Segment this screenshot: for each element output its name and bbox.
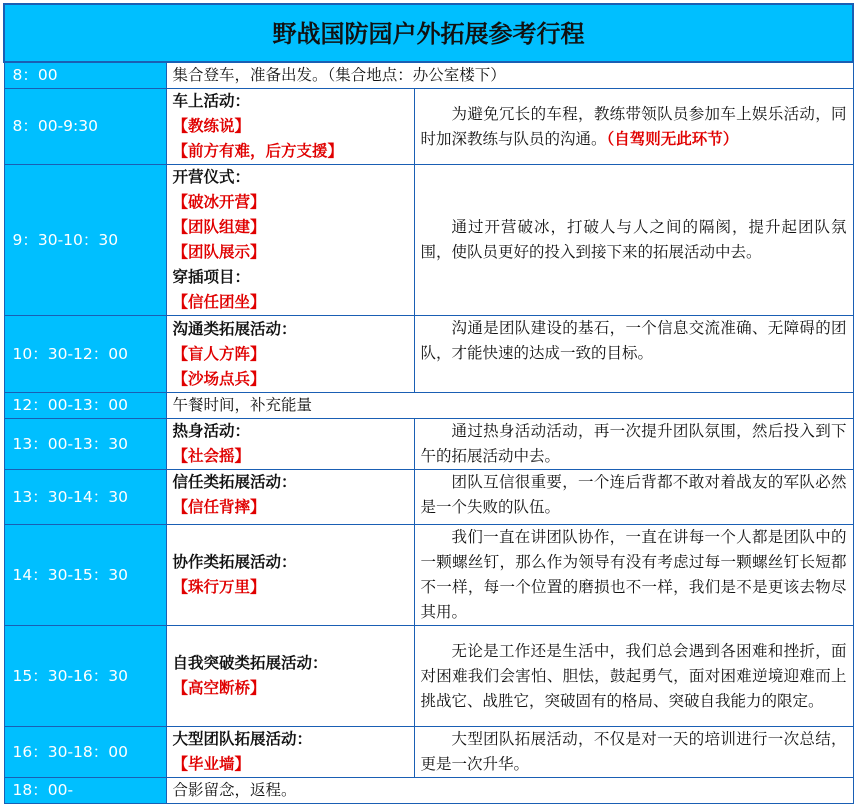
- activity-cell: [166, 316, 414, 393]
- time-cell: 13：00-13：30: [4, 419, 166, 470]
- activity-cell: [166, 525, 414, 626]
- activity-item: 【社会摇】: [172, 447, 251, 465]
- activity-heading: 热身活动：: [172, 422, 251, 440]
- time-cell: 13：30-14：30: [4, 470, 166, 525]
- activity-item: 【沙场点兵】: [172, 369, 266, 388]
- description-cell: 无论是工作还是生活中，我们总会遇到各困难和挫折，面对困难我们会害怕、胆怯，鼓起勇气，面对困难逆境迎难而上挑战它、战胜它，突破固有的格局、突破自我能力的限定。: [414, 626, 853, 727]
- time-cell: 8：00-9:30: [4, 89, 166, 165]
- time-cell: 16：30-18：00: [4, 727, 166, 778]
- time-cell: 18：00-: [4, 778, 166, 804]
- description-cell: 沟通是团队建设的基石，一个信息交流准确、无障碍的团队，才能快速的达成一致的目标。: [414, 316, 853, 393]
- schedule-span-cell: 午餐时间，补充能量: [166, 393, 853, 419]
- itinerary-table: [3, 3, 854, 804]
- activity-item: 【团队展示】: [172, 243, 266, 261]
- activity-item: 【教练说】: [172, 117, 251, 135]
- activity-item: 【信任背摔】: [172, 498, 266, 516]
- description-cell: [414, 89, 853, 165]
- description-cell: 团队互信很重要，一个连后背都不敢对着战友的军队必然是一个失败的队伍。: [414, 470, 853, 525]
- activity-cell: [166, 727, 414, 778]
- activity-cell: [166, 626, 414, 727]
- activity-item: 【高空断桥】: [172, 679, 266, 697]
- activity-item: 【盲人方阵】: [172, 344, 266, 363]
- activity-cell: [166, 470, 414, 525]
- activity-item: 【前方有难，后方支援】: [172, 142, 344, 160]
- page-title: 野战国防园户外拓展参考行程: [4, 4, 853, 62]
- activity-item: 【珠行万里】: [172, 578, 266, 596]
- activity-cell: [166, 419, 414, 470]
- activity-item: 【毕业墙】: [172, 755, 251, 773]
- activity-heading: 大型团队拓展活动：: [172, 730, 313, 748]
- activity-heading: 自我突破类拓展活动：: [172, 654, 328, 672]
- activity-item: 【破冰开营】: [172, 193, 266, 211]
- schedule-span-cell: 合影留念，返程。: [166, 778, 853, 804]
- time-cell: 8：00: [4, 62, 166, 89]
- time-cell: 9：30-10：30: [4, 165, 166, 316]
- description-cell: 大型团队拓展活动，不仅是对一天的培训进行一次总结，更是一次升华。: [414, 727, 853, 778]
- description-note: （自驾则无此环节）: [606, 129, 739, 148]
- time-cell: 14：30-15：30: [4, 525, 166, 626]
- description-cell: 我们一直在讲团队协作，一直在讲每一个人都是团队中的一颗螺丝钉，那么作为领导有没有考虑过每一颗螺丝钉长短都不一样，每一个位置的磨损也不一样，我们是不是更该去物尽其用。: [414, 525, 853, 626]
- activity-heading: 沟通类拓展活动：: [172, 319, 297, 338]
- description-cell: 通过开营破冰，打破人与人之间的隔阂，提升起团队氛围，使队员更好的投入到接下来的拓展活动中去。: [414, 165, 853, 316]
- activity-cell: [166, 165, 414, 316]
- time-cell: 15：30-16：30: [4, 626, 166, 727]
- activity-cell: [166, 89, 414, 165]
- activity-heading: 穿插项目：: [172, 268, 251, 286]
- activity-item: 【团队组建】: [172, 218, 266, 236]
- activity-heading: 协作类拓展活动：: [172, 553, 297, 571]
- time-cell: 10：30-12：00: [4, 316, 166, 393]
- activity-item: 【信任团坐】: [172, 293, 266, 311]
- description-text: 为避免冗长的车程，教练带领队员参加车上娱乐活动，同时加深教练与队员的沟通。: [420, 104, 847, 148]
- time-cell: 12：00-13：00: [4, 393, 166, 419]
- activity-heading: 车上活动：: [172, 92, 251, 110]
- activity-heading: 开营仪式：: [172, 168, 251, 186]
- schedule-span-cell: 集合登车，准备出发。（集合地点：办公室楼下）: [166, 62, 853, 89]
- activity-heading: 信任类拓展活动：: [172, 473, 297, 491]
- description-cell: 通过热身活动活动，再一次提升团队氛围，然后投入到下午的拓展活动中去。: [414, 419, 853, 470]
